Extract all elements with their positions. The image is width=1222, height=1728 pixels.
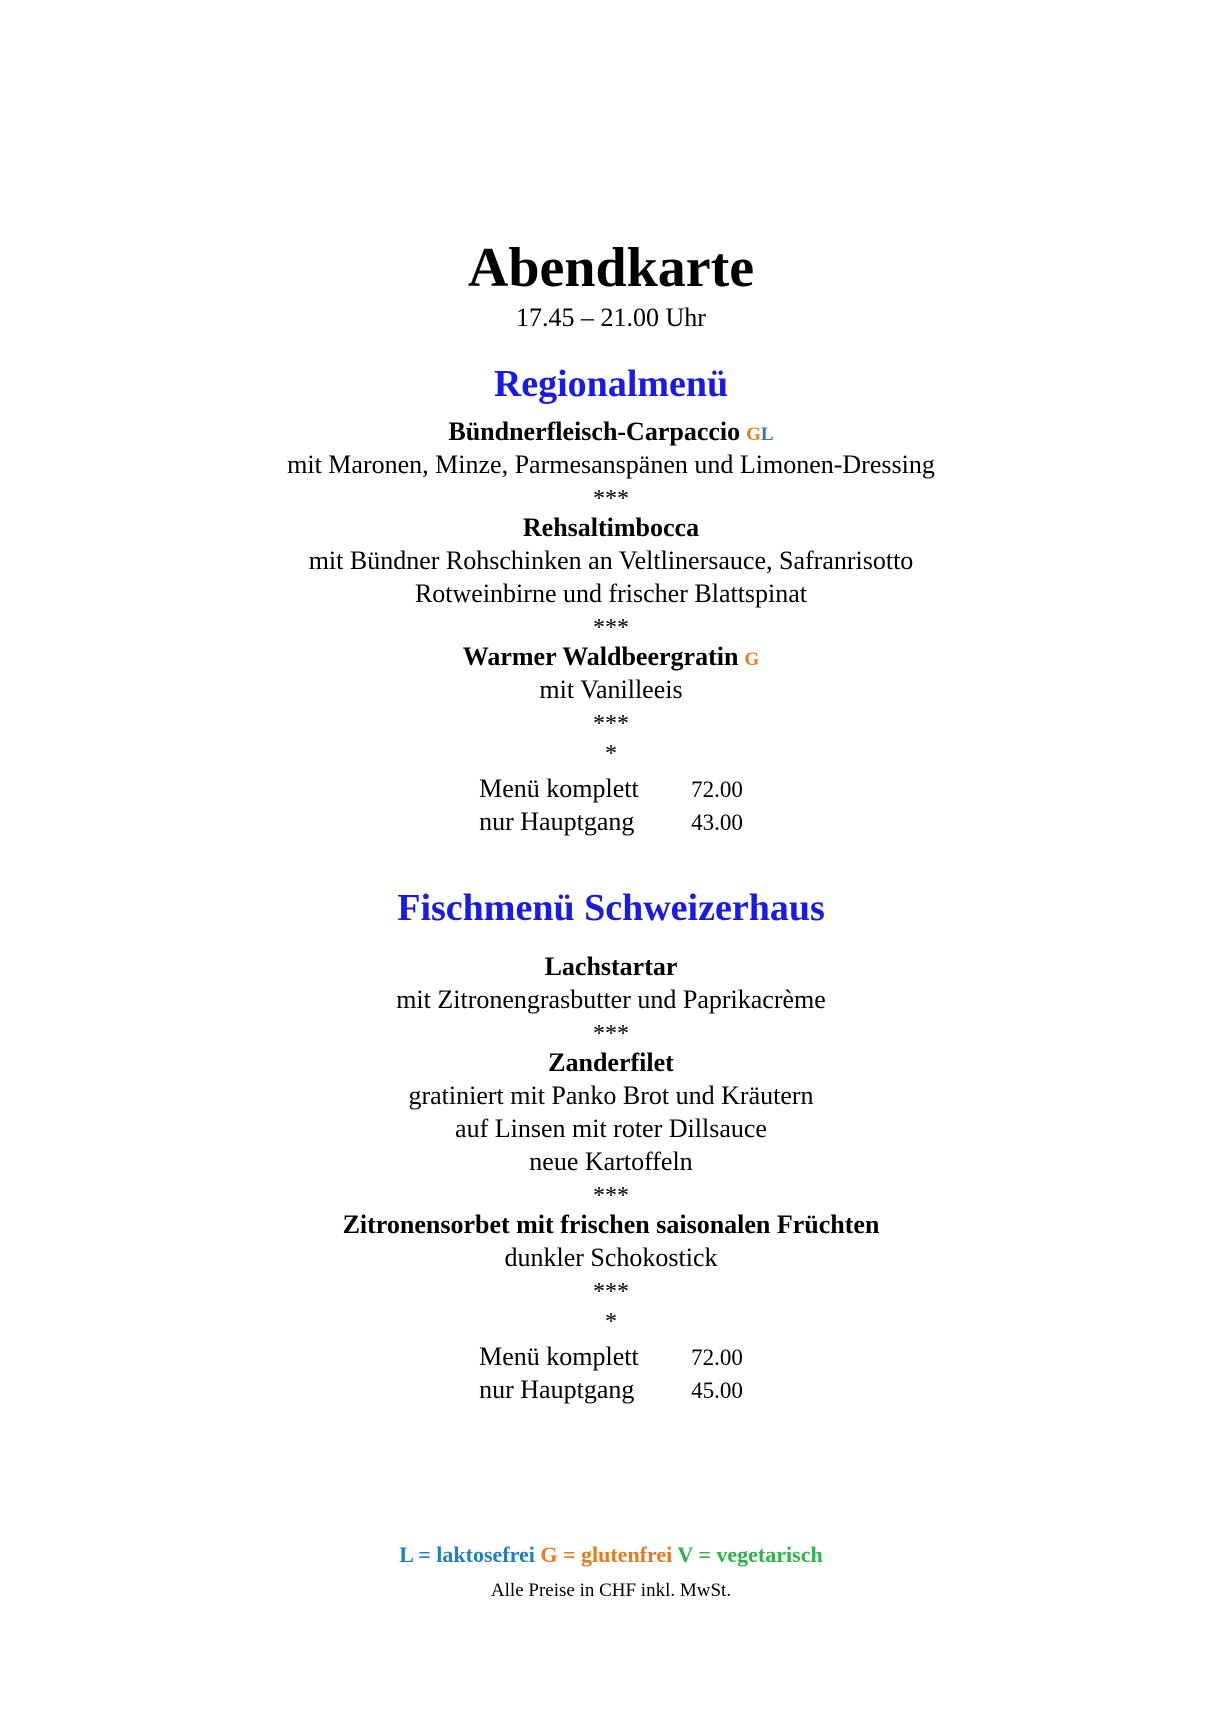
dish-description: dunkler Schokostick	[504, 1243, 718, 1272]
price-row	[479, 805, 743, 838]
diet-tags: GL	[746, 424, 774, 445]
dish-description: mit Zitronengrasbutter und Paprikacrème	[396, 985, 826, 1014]
price-value: 72.00	[691, 1345, 743, 1370]
price-value: 72.00	[691, 777, 743, 802]
price-row	[479, 1373, 743, 1406]
dish-description: gratiniert mit Panko Brot und Kräutern	[408, 1081, 814, 1110]
dish-name: Bündnerfleisch-Carpaccio GL	[448, 417, 774, 446]
dish-description: auf Linsen mit roter Dillsauce	[455, 1114, 767, 1143]
price-note: Alle Preise in CHF inkl. MwSt.	[490, 1580, 732, 1601]
price-list	[479, 1340, 743, 1406]
dish-name: Lachstartar	[544, 952, 678, 981]
separator: ***	[593, 615, 629, 641]
dish-name: Zanderfilet	[548, 1048, 674, 1077]
dish-name: Rehsaltimbocca	[522, 513, 700, 542]
separator: ***	[593, 711, 629, 737]
separator: *	[605, 741, 617, 767]
dish-description: mit Maronen, Minze, Parmesanspänen und Limonen-Dressing	[287, 450, 935, 479]
regional-menu	[0, 415, 1222, 838]
price-row	[479, 772, 743, 805]
separator: ***	[593, 486, 629, 512]
section-title-regional: Regionalmenü	[493, 363, 729, 405]
price-list	[479, 772, 743, 838]
separator: ***	[593, 1183, 629, 1209]
separator: ***	[593, 1279, 629, 1305]
price-value: 43.00	[691, 810, 743, 835]
diet-tags: G	[744, 649, 760, 670]
legend-lactose: L = laktosefrei	[399, 1542, 535, 1567]
dish-name: Warmer Waldbeergratin G	[462, 642, 760, 671]
dish-name: Zitronensorbet mit frischen saisonalen Früchten	[342, 1210, 880, 1239]
dish-description: mit Bündner Rohschinken an Veltlinersauce, Safranrisotto	[308, 546, 914, 575]
dish-description: mit Vanilleeis	[539, 675, 683, 704]
dish-description: neue Kartoffeln	[529, 1147, 693, 1176]
separator: *	[605, 1309, 617, 1335]
page-title: Abendkarte	[467, 237, 755, 299]
price-value: 45.00	[691, 1378, 743, 1403]
diet-legend	[0, 1540, 1222, 1570]
dish-description: Rotweinbirne und frischer Blattspinat	[414, 579, 808, 608]
price-row	[479, 1340, 743, 1373]
legend-gluten: G = glutenfrei	[540, 1542, 673, 1567]
price-label: nur Hauptgang	[479, 807, 635, 836]
legend-vegetarian: V = vegetarisch	[677, 1542, 823, 1567]
separator: ***	[593, 1021, 629, 1047]
price-label: Menü komplett	[479, 774, 639, 803]
fish-menu	[0, 950, 1222, 1406]
price-label: Menü komplett	[479, 1342, 639, 1371]
section-title-fish: Fischmenü Schweizerhaus	[397, 887, 825, 929]
service-hours: 17.45 – 21.00 Uhr	[516, 303, 706, 332]
price-label: nur Hauptgang	[479, 1375, 635, 1404]
